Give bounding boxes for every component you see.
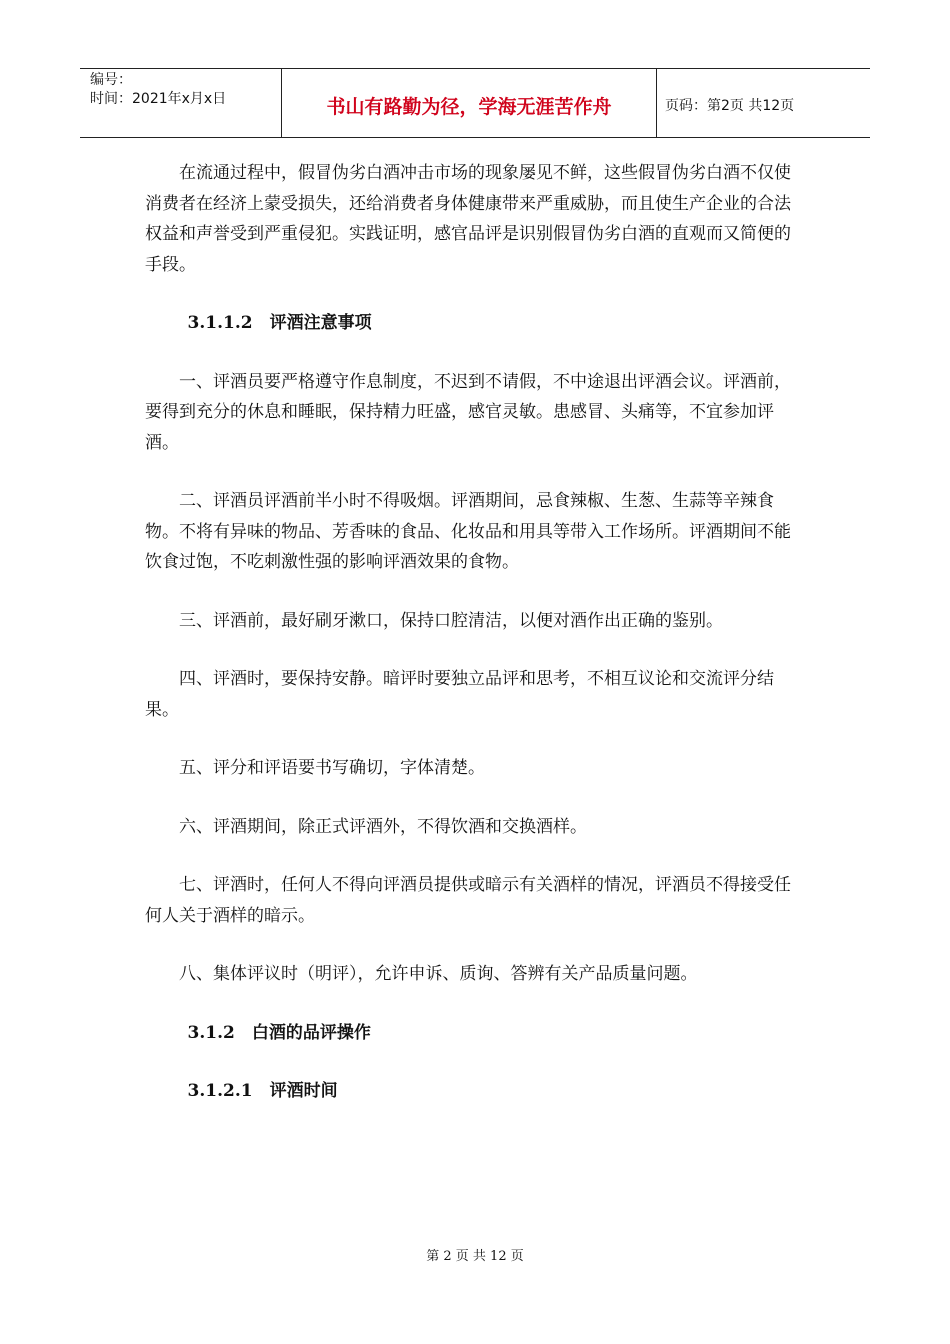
page-footer: 第 2 页 共 12 页 <box>426 1249 524 1264</box>
subsection-heading: 3.1.2.1 评酒时间 <box>187 1081 338 1101</box>
header-motto: 书山有路勤为径，学海无涯苦作舟 <box>282 69 657 137</box>
list-item: 七、评酒时，任何人不得向评酒员提供或暗示有关酒样的情况，评酒员不得接受任何人关于酒样的暗示。 <box>145 875 791 926</box>
section-heading: 3.1.2 白酒的品评操作 <box>187 1022 371 1043</box>
time-label: 时间：2021年x月x日 <box>90 91 227 107</box>
list-item: 二、评酒员评酒前半小时不得吸烟。评酒期间，忌食辣椒、生葱、生蒜等辛辣食物。不将有异味的物品、芳香味的食品、化妆品和用具等带入工作场所。评酒期间不能饮食过饱，不吃刺激性强的影响评酒效果的食物。 <box>145 491 791 572</box>
list-item: 四、评酒时，要保持安静。暗评时要独立品评和思考，不相互议论和交流评分结果。 <box>145 669 774 720</box>
list-item: 五、评分和评语要书写确切，字体清楚。 <box>179 758 485 778</box>
list-item: 六、评酒期间，除正式评酒外，不得饮酒和交换酒样。 <box>179 816 587 837</box>
serial-label: 编号： <box>90 72 132 88</box>
document-body <box>145 158 805 1135</box>
list-item: 一、评酒员要严格遵守作息制度，不迟到不请假，不中途退出评酒会议。评酒前，要得到充分的休息和睡眠，保持精力旺盛，感官灵敏。患感冒、头痛等，不宜参加评酒。 <box>145 371 791 453</box>
header-page-info: 页码：第2页 共12页 <box>665 98 795 114</box>
list-item: 三、评酒前，最好刷牙漱口，保持口腔清洁，以便对酒作出正确的鉴别。 <box>179 610 723 631</box>
section-heading: 3.1.1.2 评酒注意事项 <box>187 313 372 333</box>
header-meta <box>80 69 282 137</box>
intro-paragraph: 在流通过程中，假冒伪劣白酒冲击市场的现象屡见不鲜，这些假冒伪劣白酒不仅使消费者在经济上蒙受损失，还给消费者身体健康带来严重威胁，而且使生产企业的合法权益和声誉受到严重侵犯。实践证明，感官品评是识别假冒伪劣白酒的直观而又简便的手段。 <box>145 163 791 275</box>
page-header <box>80 68 870 138</box>
list-item: 八、集体评议时（明评），允许申诉、质询、答辨有关产品质量问题。 <box>179 964 698 984</box>
